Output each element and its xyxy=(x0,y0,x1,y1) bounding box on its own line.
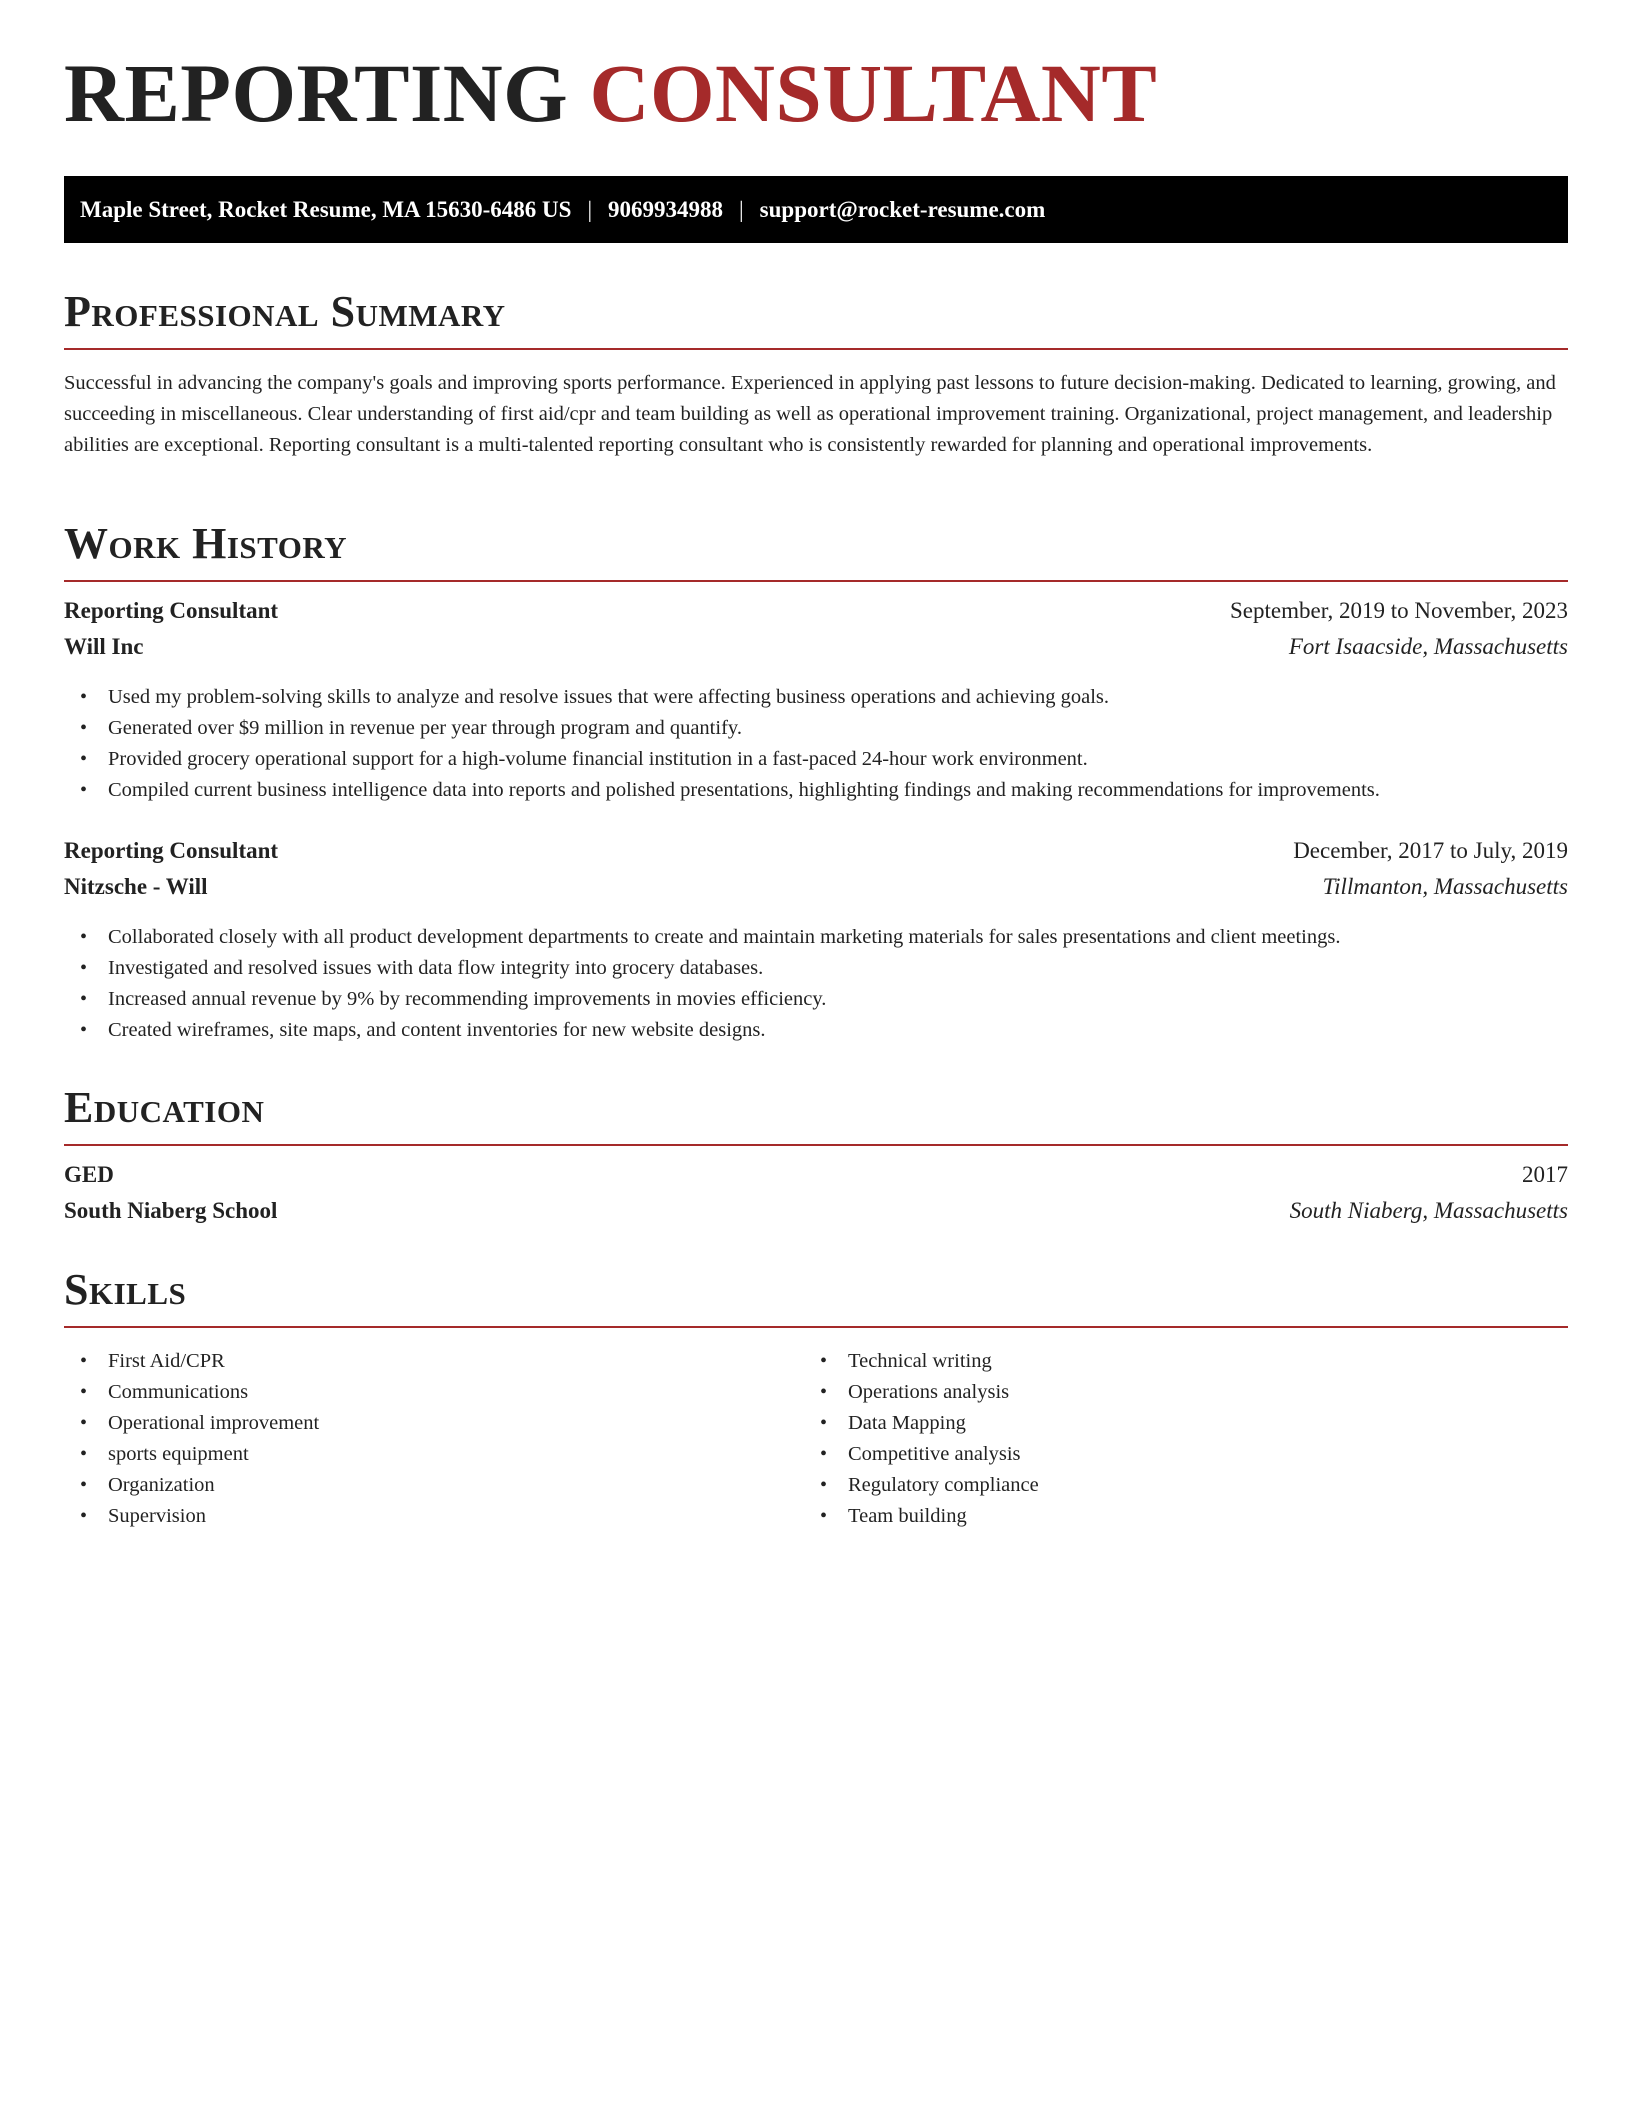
skills-heading: Skills xyxy=(64,1268,1568,1328)
job-title: Reporting Consultant xyxy=(64,838,279,863)
list-item: • Used my problem-solving skills to analyze and resolve issues that were affecting business operations and achieving goals. xyxy=(64,682,1568,713)
contact-email: support@rocket-resume.com xyxy=(759,196,1046,222)
list-item: • Created wireframes, site maps, and content inventories for new website designs. xyxy=(64,1015,1568,1046)
list-item: • Investigated and resolved issues with data flow integrity into grocery databases. xyxy=(64,953,1568,984)
contact-address: Maple Street, Rocket Resume, MA 15630-6486 US xyxy=(80,196,572,222)
skills-list xyxy=(64,1346,1568,1532)
job-location: Fort Isaacside, Massachusetts xyxy=(1288,634,1568,659)
name-first: REPORTING xyxy=(64,47,569,139)
job-header-row xyxy=(64,838,1568,874)
contact-bar xyxy=(64,176,1568,243)
list-item: • Collaborated closely with all product development departments to create and maintain marketing materials for sales presentations and client meetings. xyxy=(64,922,1568,953)
skill-item: • Data Mapping xyxy=(804,1408,1544,1439)
job-title: Reporting Consultant xyxy=(64,598,279,623)
job-location: Tillmanton, Massachusetts xyxy=(1322,874,1568,899)
list-item: • Provided grocery operational support for a high-volume financial institution in a fast-paced 24-hour work environment. xyxy=(64,744,1568,775)
education-school: South Niaberg School xyxy=(64,1198,278,1223)
skill-item: • Organization xyxy=(64,1470,804,1501)
skill-item: • Operations analysis xyxy=(804,1377,1544,1408)
contact-separator: | xyxy=(739,196,744,222)
resume-name xyxy=(64,47,1158,139)
education-location: South Niaberg, Massachusetts xyxy=(1289,1198,1568,1223)
skills-bullets xyxy=(64,1346,804,1532)
skill-item: • Regulatory compliance xyxy=(804,1470,1544,1501)
job-dates: December, 2017 to July, 2019 xyxy=(1293,838,1568,863)
skill-item: • Operational improvement xyxy=(64,1408,804,1439)
skill-item: • Technical writing xyxy=(804,1346,1544,1377)
job-company: Will Inc xyxy=(64,634,144,659)
job-bullets xyxy=(64,682,1568,806)
skill-item: • Communications xyxy=(64,1377,804,1408)
name-last: CONSULTANT xyxy=(589,47,1158,139)
job-entry xyxy=(64,838,1568,1046)
contact-separator: | xyxy=(587,196,593,222)
job-company-row xyxy=(64,874,1568,910)
contact-phone: 9069934988 xyxy=(608,196,724,222)
skills-bullets xyxy=(804,1346,1544,1532)
work-history-heading: Work History xyxy=(64,522,1568,582)
job-entry xyxy=(64,598,1568,806)
summary-text: Successful in advancing the company's goals and improving sports performance. Experienced in applying past lessons to future decision-making. Dedicated to learning, growing, and succeeding in miscellaneous. Clear understanding of first aid/cpr and team building as well as operational improvement training. Organizational, project management, and leadership abilities are exceptional. Reporting consultant is a multi-talented reporting consultant who is consistently rewarded for planning and operational improvements. xyxy=(64,372,1556,456)
education-entry xyxy=(64,1162,1568,1234)
list-item: • Compiled current business intelligence data into reports and polished presentations, highlighting findings and making recommendations for improvements. xyxy=(64,775,1568,806)
summary-heading: Professional Summary xyxy=(64,290,1568,350)
job-dates: September, 2019 to November, 2023 xyxy=(1230,598,1568,623)
skill-item: • Competitive analysis xyxy=(804,1439,1544,1470)
skill-item: • sports equipment xyxy=(64,1439,804,1470)
skills-column-right xyxy=(804,1346,1544,1532)
education-degree-row xyxy=(64,1162,1568,1198)
list-item: • Generated over $9 million in revenue per year through program and quantify. xyxy=(64,713,1568,744)
job-bullets xyxy=(64,922,1568,1046)
job-company: Nitzsche - Will xyxy=(64,874,208,899)
job-header-row xyxy=(64,598,1568,634)
list-item: • Increased annual revenue by 9% by recommending improvements in movies efficiency. xyxy=(64,984,1568,1015)
education-year: 2017 xyxy=(1522,1162,1568,1187)
education-degree: GED xyxy=(64,1162,114,1187)
skills-column-left xyxy=(64,1346,804,1532)
education-school-row xyxy=(64,1198,1568,1234)
skill-item: • Team building xyxy=(804,1501,1544,1532)
education-heading: Education xyxy=(64,1086,1568,1146)
skill-item: • Supervision xyxy=(64,1501,804,1532)
skill-item: • First Aid/CPR xyxy=(64,1346,804,1377)
job-company-row xyxy=(64,634,1568,670)
